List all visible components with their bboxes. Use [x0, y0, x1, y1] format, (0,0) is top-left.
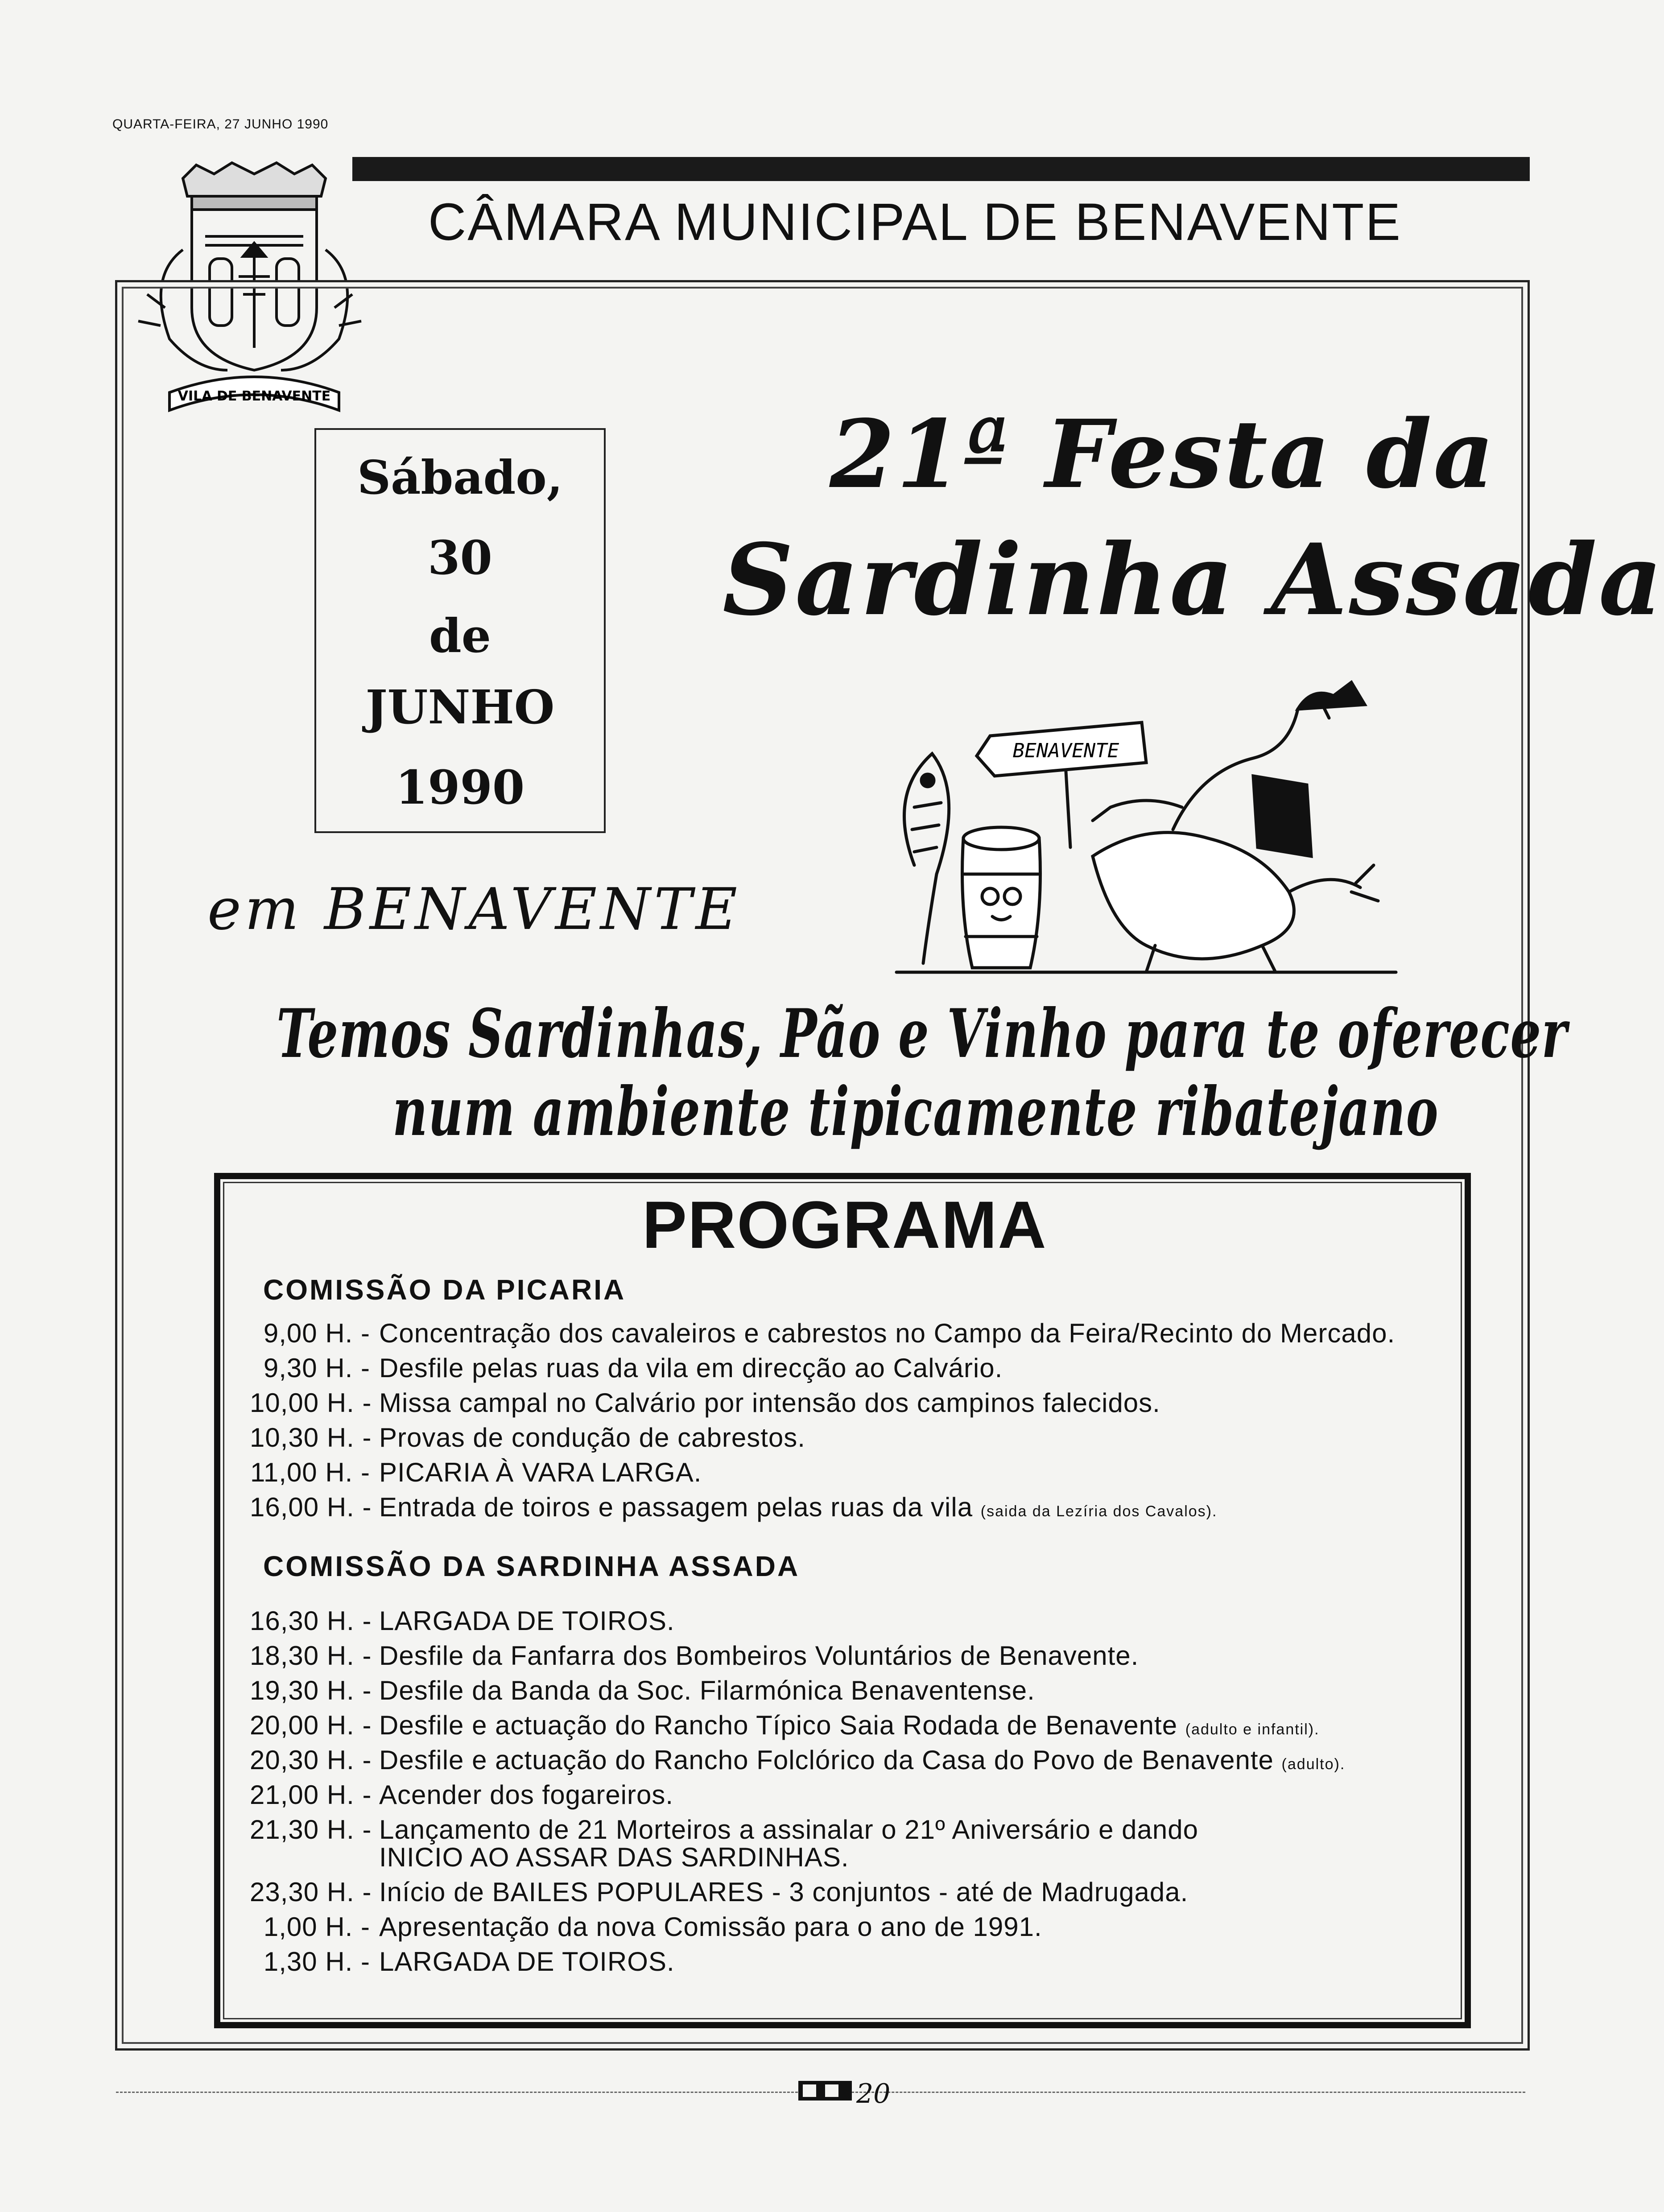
- schedule-time: 9,30 H. -: [263, 1353, 370, 1383]
- cartoon-sign-label: BENAVENTE: [1012, 739, 1119, 762]
- schedule-text: Lançamento de 21 Morteiros a assinalar o 21º Aniversário e dando: [379, 1815, 1198, 1845]
- schedule-row: [250, 1745, 1345, 1779]
- section-heading-picaria: COMISSÃO DA PICARIA: [263, 1274, 626, 1306]
- schedule-text: LARGADA DE TOIROS.: [379, 1606, 675, 1636]
- date-box: [314, 428, 606, 833]
- schedule-row: [250, 1946, 1345, 1981]
- schedule-text: Desfile da Fanfarra dos Bombeiros Voluntários de Benavente.: [379, 1641, 1139, 1671]
- location-line: em BENAVENTE: [207, 876, 741, 943]
- schedule-time: 16,00 H. -: [250, 1492, 372, 1522]
- schedule-row: [250, 1318, 1395, 1353]
- schedule-row: [250, 1877, 1345, 1911]
- page-title: CÂMARA MUNICIPAL DE BENAVENTE: [428, 193, 1402, 252]
- schedule-row: [250, 1779, 1345, 1814]
- festa-title-line2: Sardinha Assada: [723, 522, 1664, 637]
- schedule-note: (adulto).: [1281, 1756, 1346, 1773]
- schedule-note: (adulto e infantil).: [1185, 1721, 1320, 1738]
- schedule-row: [250, 1387, 1395, 1422]
- schedule-row: [250, 1457, 1395, 1492]
- date-year: 1990: [395, 760, 525, 815]
- schedule-text: Desfile e actuação do Rancho Folclórico da Casa do Povo de Benavente: [379, 1745, 1274, 1775]
- page-number: 20: [856, 2078, 891, 2109]
- schedule-time: 9,00 H. -: [263, 1318, 370, 1348]
- date-number: 30: [428, 530, 492, 585]
- programme-title: PROGRAMA: [642, 1187, 1047, 1262]
- schedule-time: 1,30 H. -: [263, 1947, 370, 1977]
- schedule-text: PICARIA À VARA LARGA.: [379, 1457, 702, 1487]
- schedule-text: Desfile e actuação do Rancho Típico Saia Rodada de Benavente: [379, 1710, 1178, 1740]
- schedule-text: Apresentação da nova Comissão para o ano de 1991.: [379, 1912, 1042, 1942]
- schedule-row: [250, 1422, 1395, 1457]
- schedule-row: [250, 1842, 1345, 1877]
- schedule-text: INICIO AO ASSAR DAS SARDINHAS.: [379, 1842, 849, 1872]
- schedule-text: Entrada de toiros e passagem pelas ruas da vila: [379, 1492, 973, 1522]
- schedule-text: Início de BAILES POPULARES - 3 conjuntos - até de Madrugada.: [379, 1877, 1189, 1907]
- schedule-row: [250, 1353, 1395, 1387]
- schedule-time: 18,30 H. -: [250, 1641, 372, 1671]
- schedule-row: [250, 1710, 1345, 1745]
- schedule-time: 20,00 H. -: [250, 1710, 372, 1740]
- schedule-text: Missa campal no Calvário por intensão dos campinos falecidos.: [379, 1388, 1160, 1418]
- schedule-time: 10,30 H. -: [250, 1423, 372, 1453]
- schedule-row: [250, 1814, 1345, 1845]
- sardinha-schedule: [250, 1605, 1345, 1981]
- dateline: QUARTA-FEIRA, 27 JUNHO 1990: [112, 117, 329, 132]
- header-rule: [352, 157, 1530, 181]
- schedule-time: 20,30 H. -: [250, 1745, 372, 1775]
- festival-cartoon-illustration: [861, 660, 1423, 981]
- schedule-text: Provas de condução de cabrestos.: [379, 1423, 805, 1453]
- schedule-time: 19,30 H. -: [250, 1676, 372, 1705]
- schedule-time: 21,30 H. -: [250, 1815, 372, 1845]
- schedule-time: 16,30 H. -: [250, 1606, 372, 1636]
- schedule-text: Concentração dos cavaleiros e cabrestos no Campo da Feira/Recinto do Mercado.: [379, 1318, 1396, 1348]
- picaria-schedule: [250, 1318, 1395, 1527]
- slogan-line2: num ambiente tipicamente ribatejano: [392, 1073, 1439, 1151]
- schedule-row: [250, 1492, 1395, 1527]
- schedule-text: Desfile pelas ruas da vila em direcção ao Calvário.: [379, 1353, 1003, 1383]
- schedule-text: Desfile da Banda da Soc. Filarmónica Benaventense.: [379, 1676, 1035, 1705]
- schedule-text: Acender dos fogareiros.: [379, 1780, 674, 1810]
- schedule-row: [250, 1640, 1345, 1675]
- date-de: de: [429, 608, 491, 663]
- schedule-row: [250, 1605, 1345, 1640]
- date-day: Sábado,: [357, 450, 563, 505]
- schedule-time: 23,30 H. -: [250, 1877, 372, 1907]
- slogan-line1: Temos Sardinhas, Pão e Vinho para te oferecer: [277, 995, 1568, 1073]
- festa-title-line1: 21ª Festa da: [830, 399, 1496, 509]
- crest-label: VILA DE BENAVENTE: [178, 388, 331, 404]
- schedule-note: (saida da Lezíria dos Cavalos).: [980, 1503, 1218, 1520]
- schedule-row: [250, 1911, 1345, 1946]
- schedule-time: 21,00 H. -: [250, 1780, 372, 1810]
- schedule-time: 10,00 H. -: [250, 1388, 372, 1418]
- schedule-row: [250, 1675, 1345, 1710]
- schedule-text: LARGADA DE TOIROS.: [379, 1947, 675, 1977]
- date-month: JUNHO: [365, 680, 555, 735]
- section-heading-sardinha: COMISSÃO DA SARDINHA ASSADA: [263, 1550, 800, 1582]
- schedule-time: 11,00 H. -: [250, 1457, 370, 1487]
- schedule-time: 1,00 H. -: [263, 1912, 370, 1942]
